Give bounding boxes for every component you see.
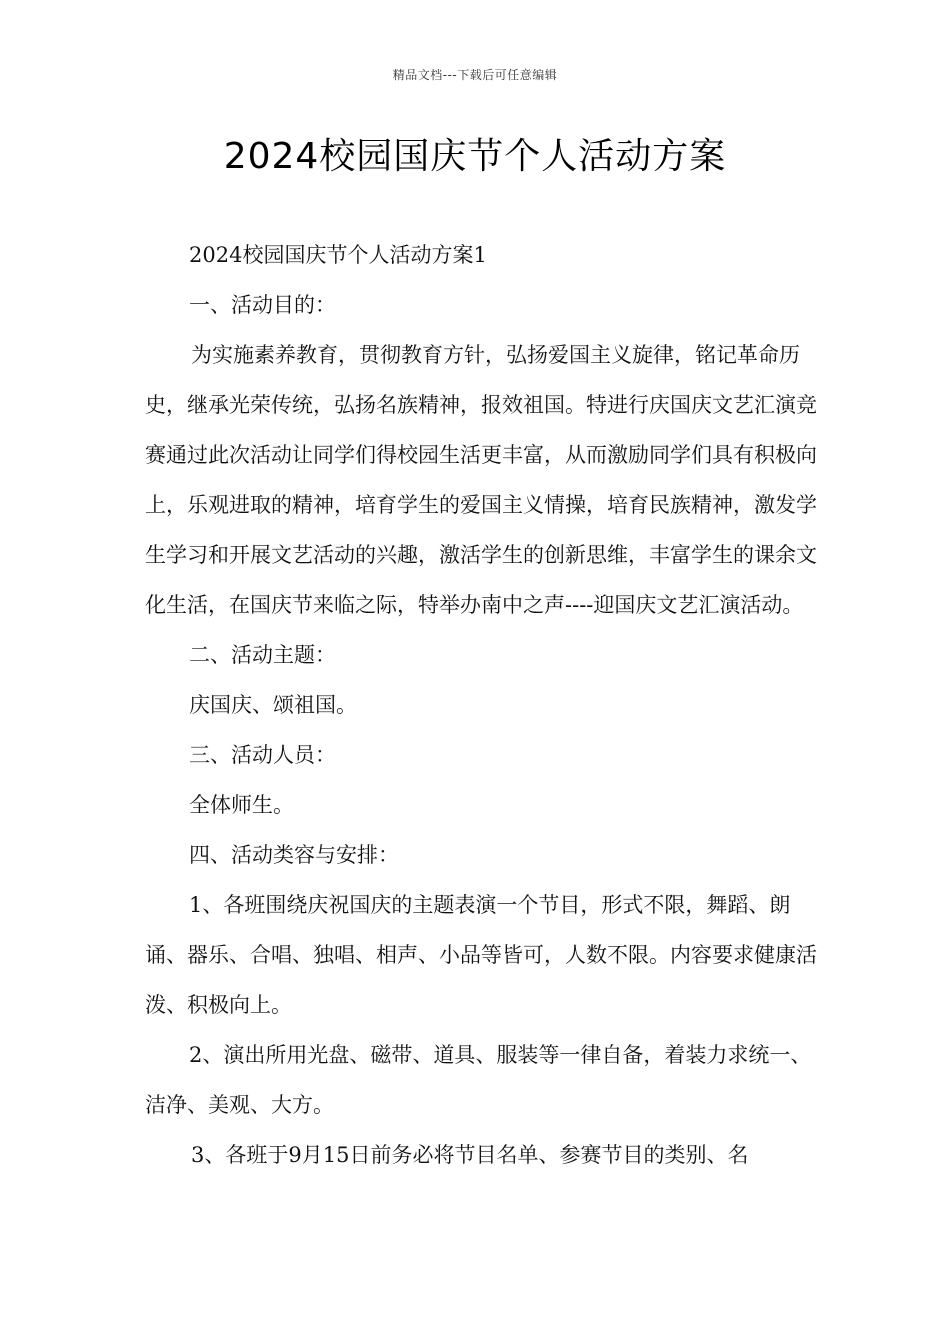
paragraph-item-3: 3、各班于9月15日前务必将节目名单、参赛节目的类别、名: [191, 1143, 749, 1167]
section-heading-purpose: 一、活动目的：: [189, 293, 336, 317]
section-heading-theme: 二、活动主题：: [189, 643, 336, 667]
paragraph-subtitle: 2024校园国庆节个人活动方案1: [189, 243, 487, 267]
paragraph-purpose: 为实施素养教育，贯彻教育方针，弘扬爱国主义旋律，铭记革命历史，继承光荣传统，弘扬名族精神，报效祖国。特进行庆国庆文艺汇演竞赛通过此次活动让同学们得校园生活更丰富，从而激励同学们具有积极向上，乐观进取的精神，培育学生的爱国主义情操，培育民族精神，激发学生学习和开展文艺活动的兴趣，激活学生的创新思维，丰富学生的课余文化生活，在国庆节来临之际，特举办南中之声----迎国庆文艺汇演活动。: [145, 343, 817, 617]
section-heading-arrangement: 四、活动类容与安排：: [189, 843, 399, 867]
document-body: [145, 230, 825, 1180]
document-title: 2024校园国庆节个人活动方案: [223, 136, 727, 177]
paragraph-item-1: 1、各班围绕庆祝国庆的主题表演一个节目，形式不限，舞蹈、朗诵、器乐、合唱、独唱、相声、小品等皆可，人数不限。内容要求健康活泼、积极向上。: [145, 893, 817, 1017]
header-note: 精品文档---下载后可任意编辑: [392, 68, 558, 82]
paragraph-theme: 庆国庆、颂祖国。: [189, 693, 357, 717]
paragraph-item-2: 2、演出所用光盘、磁带、道具、服装等一律自备，着装力求统一、洁净、美观、大方。: [145, 1043, 812, 1117]
paragraph-participants: 全体师生。: [189, 793, 294, 817]
section-heading-participants: 三、活动人员：: [189, 743, 336, 767]
